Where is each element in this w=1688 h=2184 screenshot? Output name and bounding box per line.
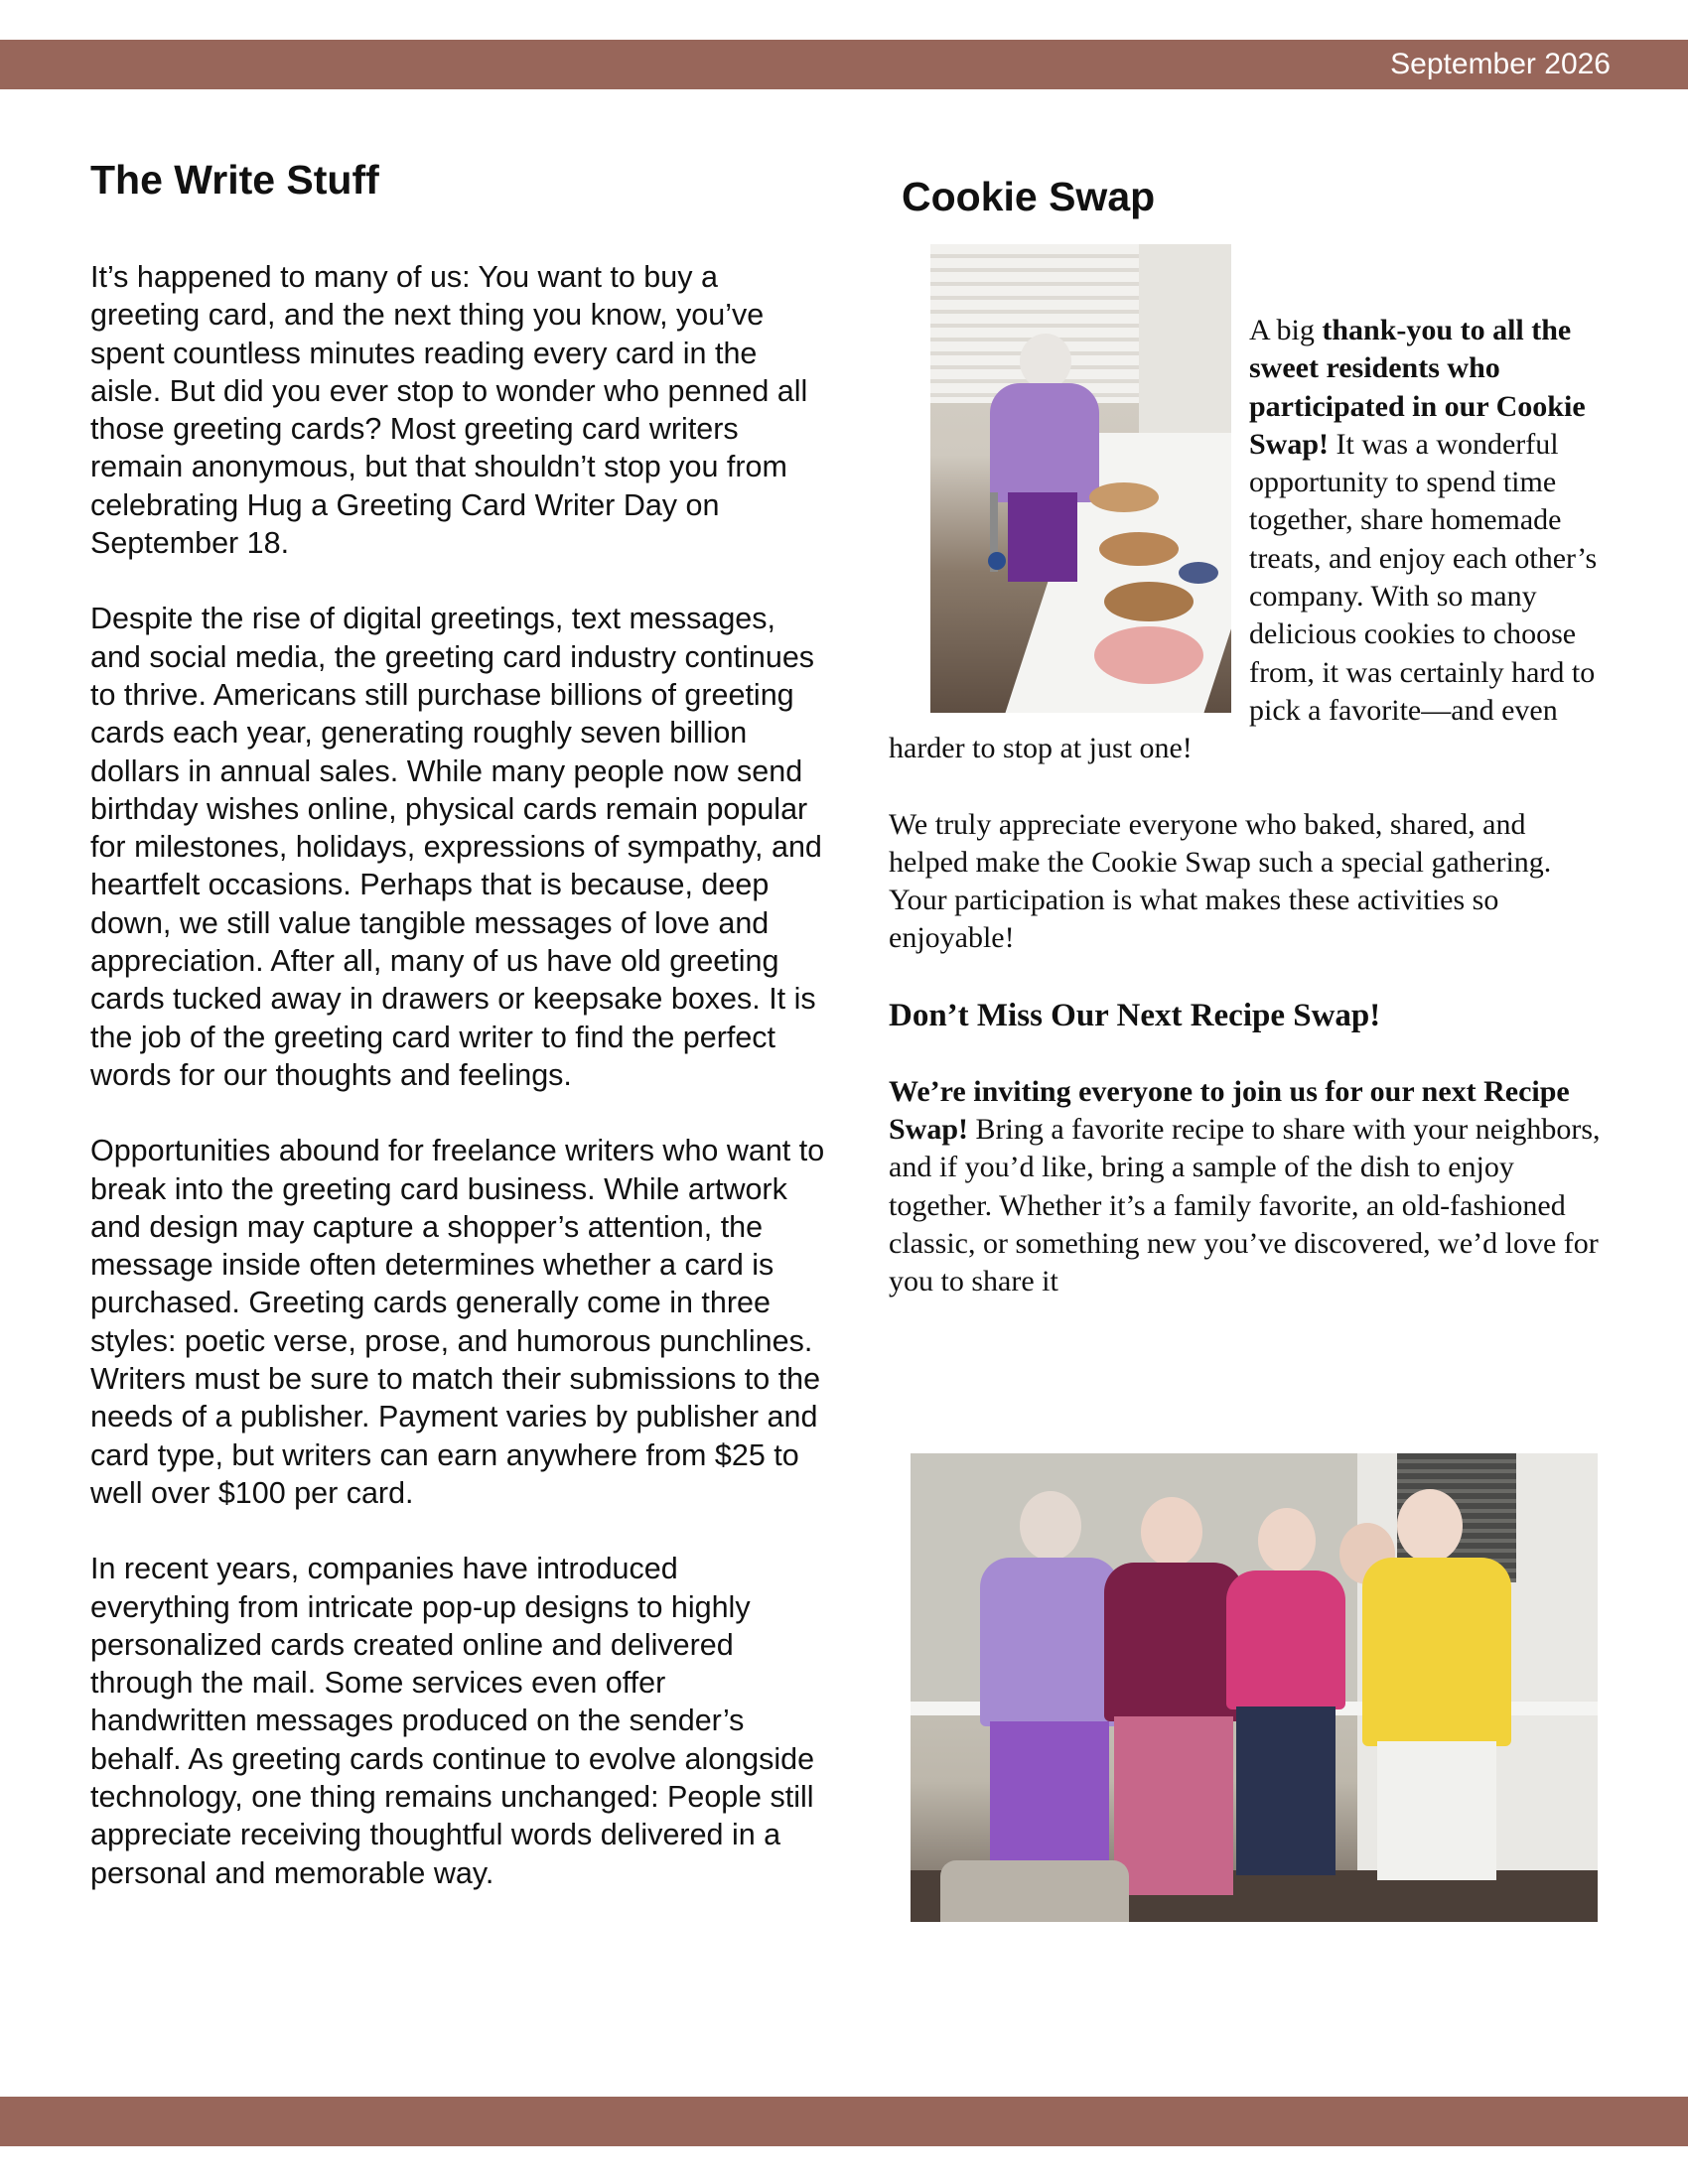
article-paragraph: Opportunities abound for freelance writers who want to break into the greeting card business. While artwork and design may capture a shopper’s attention, the message inside often determines whether a card is purchased. Greeting cards generally come in three styles: poetic verse, prose, and humorous punchlines. Writers must be sure to match their submissions to the needs of a publisher. Payment varies by publisher and card type, but writers can earn anywhere from $25 to well over $100 per card. [90, 1134, 825, 1510]
appreciation-paragraph: We truly appreciate everyone who baked, shared, and helped make the Cookie Swap such a special gathering. Your participation is what makes these activities so enjoyable! [889, 807, 1552, 955]
cookie-swap-article [889, 167, 1604, 1301]
cookie-thanks-highlight: thank-you to all the sweet residents who participated in our Cookie Swap! [1249, 314, 1586, 461]
cookie-thanks-paragraph: A big thank-you to all the sweet residents who participated in our Cookie Swap! It was a wonderful opportunity to spend time together, share homemade treats, and enjoy each other’s company. With so many delicious cookies to choose from, it was certainly hard to pick a favorite—and even harder to stop at just one! [889, 314, 1598, 765]
recipe-swap-highlight: We’re inviting everyone to join us for our next Recipe Swap! [889, 1074, 1570, 1147]
residents-group-photo [911, 1453, 1598, 1922]
footer-bar [0, 2097, 1688, 2146]
recipe-swap-paragraph: We’re inviting everyone to join us for our next Recipe Swap! Bring a favorite recipe to share with your neighbors, and if you’d like, bring a sample of the dish to enjoy together. Whether it’s a family favorite, an old-fashioned classic, or something new you’ve discovered, we’d love for you to share it [889, 1074, 1601, 1298]
article-paragraph: Despite the rise of digital greetings, text messages, and social media, the greeting card industry continues to thrive. Americans still purchase billions of greeting cards each year, generating roughly seven billion dollars in annual sales. While many people now send birthday wishes online, physical cards remain popular for milestones, holidays, expressions of sympathy, and heartfelt occasions. Perhaps that is because, deep down, we still value tangible messages of love and appreciation. After all, many of us have old greeting cards tucked away in drawers or keepsake boxes. It is the job of the greeting card writer to find the perfect words for our thoughts and feelings. [90, 602, 822, 1092]
article-paragraph: It’s happened to many of us: You want to buy a greeting card, and the next thing you know, you’ve spent countless minutes reading every card in the aisle. But did you ever stop to wonder who penned all those greeting cards? Most greeting card writers remain anonymous, but that shouldn’t stop you from celebrating Hug a Greeting Card Writer Day on September 18. [90, 260, 808, 561]
header-bar [0, 40, 1688, 89]
write-stuff-article [90, 151, 825, 1930]
issue-date: September 2026 [1390, 48, 1611, 80]
article-paragraph: In recent years, companies have introduced everything from intricate pop-up designs to highly personalized cards created online and delivered through the mail. Some services even offer handwritten messages produced on the sender’s behalf. As greeting cards continue to evolve alongside technology, one thing remains unchanged: People still appreciate receiving thoughtful words delivered in a personal and memorable way. [90, 1552, 815, 1890]
recipe-swap-heading: Don’t Miss Our Next Recipe Swap! [889, 997, 1381, 1033]
article-title: Cookie Swap [902, 174, 1156, 219]
cookie-swap-photo [930, 244, 1231, 713]
article-title: The Write Stuff [90, 157, 379, 203]
